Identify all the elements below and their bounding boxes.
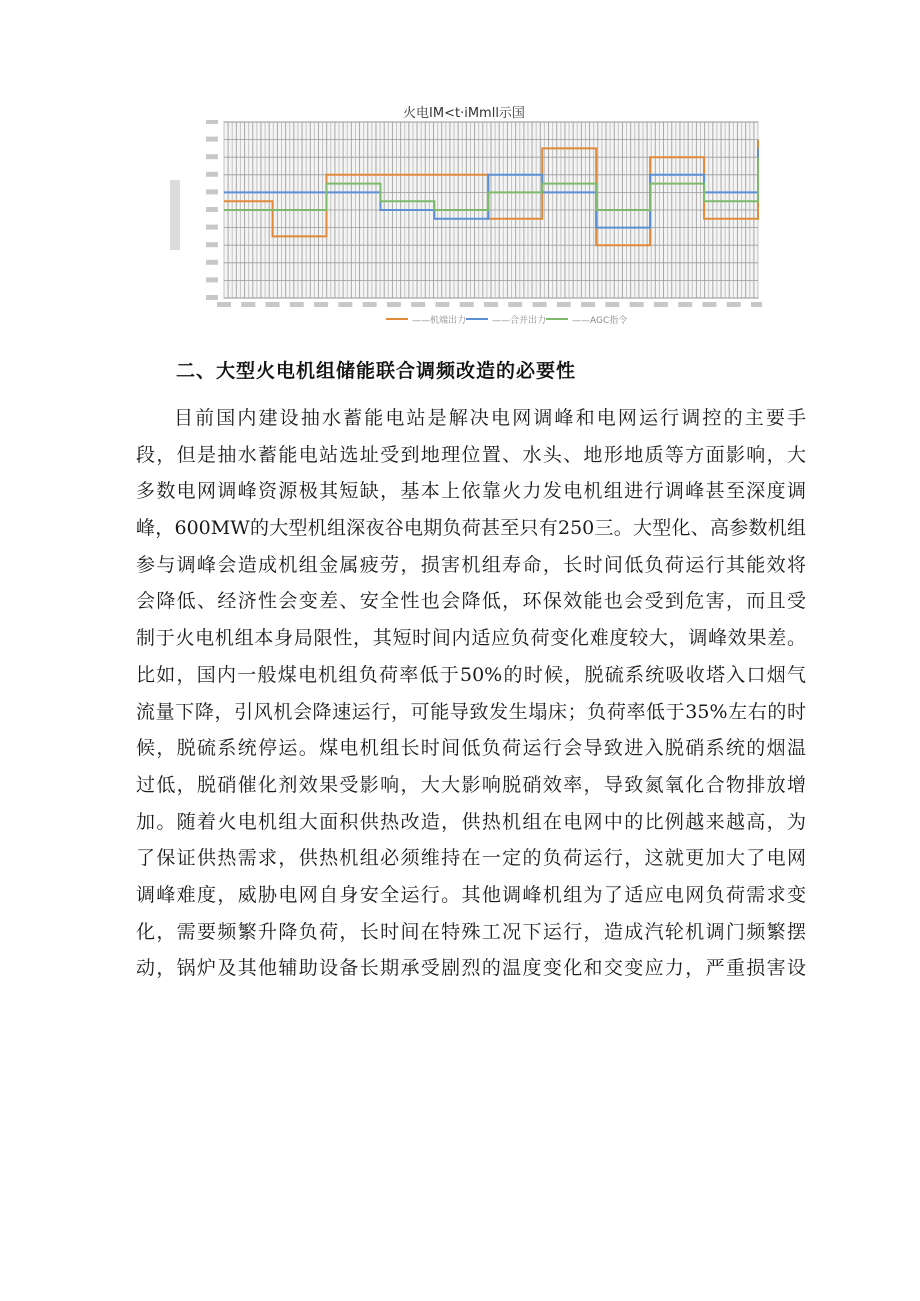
- y-tick-mark: [206, 189, 218, 194]
- y-tick-mark: [206, 225, 218, 230]
- x-tick-mark: [678, 302, 692, 307]
- chart-title: 火电IM<t·iMmll示国: [403, 106, 525, 121]
- y-tick-mark: [206, 207, 218, 212]
- x-tick-labels: [217, 302, 762, 307]
- x-tick-mark: [654, 302, 668, 307]
- x-tick-mark: [338, 302, 352, 307]
- paragraph-line: 化，需要频繁升降负荷，长时间在特殊工况下运行，造成汽轮机调门频繁摆: [136, 920, 806, 943]
- y-tick-mark: [206, 242, 218, 247]
- paragraph-line: 段，但是抽水蓄能电站选址受到地理位置、水头、地形地质等方面影响，大: [136, 443, 806, 466]
- x-tick-mark: [581, 302, 595, 307]
- legend-entry: ——AGC指令: [572, 316, 628, 326]
- paragraph-line: 流量下降，引风机会降速运行，可能导致发生塌床；负荷率低于35%左右的时: [136, 700, 806, 723]
- paragraph-line: 峰，600MW的大型机组深夜谷电期负荷甚至只有250三。大型化、高参数机组: [136, 517, 806, 540]
- paragraph-line: 多数电网调峰资源极其短缺，基本上依靠火力发电机组进行调峰甚至深度调: [136, 480, 806, 503]
- y-tick-mark: [206, 172, 218, 177]
- paragraph-line: 目前国内建设抽水蓄能电站是解决电网调峰和电网运行调控的主要手: [174, 407, 806, 429]
- x-tick-mark: [411, 302, 425, 307]
- paragraph-line: 候，脱硫系统停运。煤电机组长时间低负荷运行会导致进入脱硝系统的烟温: [136, 737, 806, 760]
- paragraph-line: 参与调峰会造成机组金属疲劳，损害机组寿命，长时间低负荷运行其能效将: [136, 553, 806, 576]
- x-tick-mark: [460, 302, 474, 307]
- paragraph-line: 了保证供热需求，供热机组必须维持在一定的负荷运行，这就更加大了电网: [136, 847, 806, 870]
- x-tick-mark: [387, 302, 401, 307]
- y-tick-mark: [206, 277, 218, 282]
- x-tick-mark: [484, 302, 498, 307]
- legend-entry: ——机端出力: [412, 316, 467, 326]
- x-tick-mark: [217, 302, 231, 307]
- paragraph-line: 会降低、经济性会变差、安全性也会降低，环保效能也会受到危害，而且受: [136, 590, 806, 613]
- x-tick-mark: [435, 302, 449, 307]
- x-tick-mark: [290, 302, 304, 307]
- y-tick-mark: [206, 295, 218, 300]
- y-tick-mark: [206, 154, 218, 159]
- y-axis-label-block: [170, 180, 180, 250]
- x-tick-mark: [314, 302, 328, 307]
- x-tick-mark: [363, 302, 377, 307]
- y-tick-labels: [206, 120, 218, 300]
- line-chart: [166, 120, 762, 332]
- x-tick-mark: [266, 302, 280, 307]
- paragraph-line: 比如，国内一般煤电机组负荷率低于50%的时候，脱硫系统吸收塔入口烟气: [136, 663, 806, 686]
- paragraph-line: 制于火电机组本身局限性，其短时间内适应负荷变化难度较大，调峰效果差。: [136, 627, 806, 650]
- x-tick-mark: [508, 302, 522, 307]
- x-tick-mark: [533, 302, 547, 307]
- chart-figure: [166, 100, 762, 332]
- x-tick-mark: [630, 302, 644, 307]
- x-tick-mark: [557, 302, 571, 307]
- section-heading: 二、大型火电机组储能联合调频改造的必要性: [176, 360, 577, 382]
- y-tick-mark: [206, 120, 218, 124]
- paragraph-line: 加。随着火电机组大面积供热改造，供热机组在电网中的比例越来越高，为: [136, 810, 806, 833]
- x-tick-mark: [605, 302, 619, 307]
- body-paragraph: [136, 400, 806, 987]
- x-tick-mark: [241, 302, 255, 307]
- y-tick-mark: [206, 137, 218, 142]
- paragraph-line: 调峰难度，威胁电网自身安全运行。其他调峰机组为了适应电网负荷需求变: [136, 883, 806, 906]
- x-tick-mark: [727, 302, 741, 307]
- x-tick-mark: [751, 302, 762, 307]
- paragraph-line: 动，锅炉及其他辅助设备长期承受剧烈的温度变化和交变应力，严重损害设: [136, 957, 806, 980]
- chart-legend: [386, 314, 627, 326]
- y-tick-mark: [206, 260, 218, 265]
- paragraph-line: 过低，脱硝催化剂效果受影响，大大影响脱硝效率，导致氮氧化合物排放增: [136, 773, 806, 796]
- legend-entry: ——合并出力: [492, 316, 547, 326]
- x-tick-mark: [702, 302, 716, 307]
